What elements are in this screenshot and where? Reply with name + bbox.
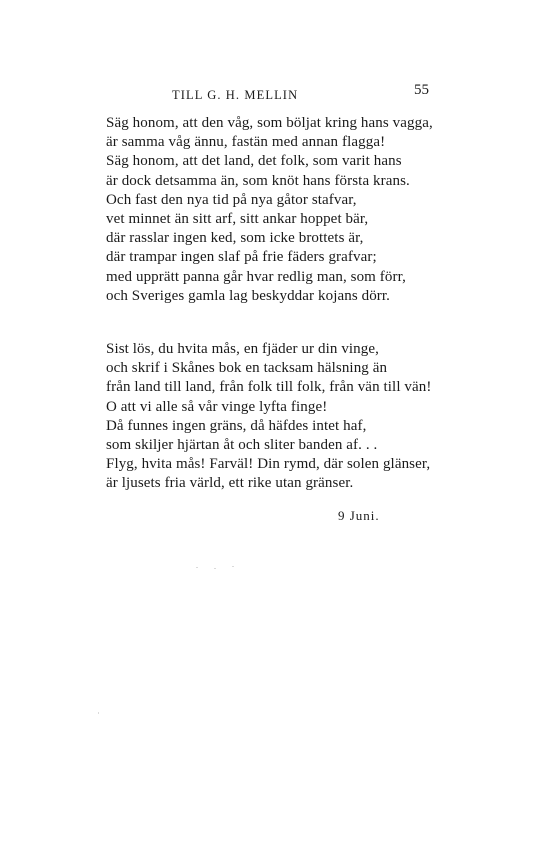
poem-line: Då funnes ingen gräns, då häfdes intet haf, — [106, 417, 367, 434]
poem-line: vet minnet än sitt arf, sitt ankar hoppet bär, — [106, 210, 369, 227]
poem-line: är samma våg ännu, fastän med annan flagga! — [106, 134, 386, 151]
poem-line: Säg honom, att den våg, som böljat kring hans vagga, — [106, 115, 433, 131]
poem-stanza-1 — [106, 114, 433, 306]
paper-speck — [232, 566, 234, 567]
poem-line: och skrif i Skånes bok en tacksam hälsning än — [106, 360, 388, 377]
paper-speck — [98, 712, 99, 714]
poem-line: där rasslar ingen ked, som icke brottets är, — [106, 230, 364, 247]
poem-line: och Sveriges gamla lag beskyddar kojans dörr. — [106, 287, 391, 304]
paper-speck — [214, 568, 216, 569]
poem-line: som skiljer hjärtan åt och sliter banden af. . . — [106, 436, 378, 453]
page-number: 55 — [414, 82, 429, 98]
poem-line: där trampar ingen slaf på frie fäders grafvar; — [106, 249, 377, 266]
running-header-title: TILL G. H. MELLIN — [172, 88, 299, 102]
poem-signature-date: 9 Juni. — [338, 508, 380, 523]
poem-line: är ljusets fria värld, ett rike utan gränser. — [106, 475, 354, 492]
poem-line: Säg honom, att det land, det folk, som varit hans — [106, 153, 402, 170]
poem-line: är dock detsamma än, som knöt hans första krans. — [106, 172, 410, 189]
poem-line: med upprätt panna går hvar redlig man, som förr, — [106, 268, 406, 285]
paper-speck — [196, 567, 198, 568]
poem-line: Sist lös, du hvita mås, en fjäder ur din vinge, — [106, 341, 379, 357]
poem-line: Flyg, hvita mås! Farväl! Din rymd, där solen glänser, — [106, 456, 431, 473]
poem-line: från land till land, från folk till folk, från vän till vän! — [106, 379, 432, 396]
poem-line: Och fast den nya tid på nya gåtor stafvar, — [106, 191, 357, 208]
poem-line: O att vi alle så vår vinge lyfta finge! — [106, 398, 328, 415]
poem-stanza-2 — [106, 340, 432, 494]
